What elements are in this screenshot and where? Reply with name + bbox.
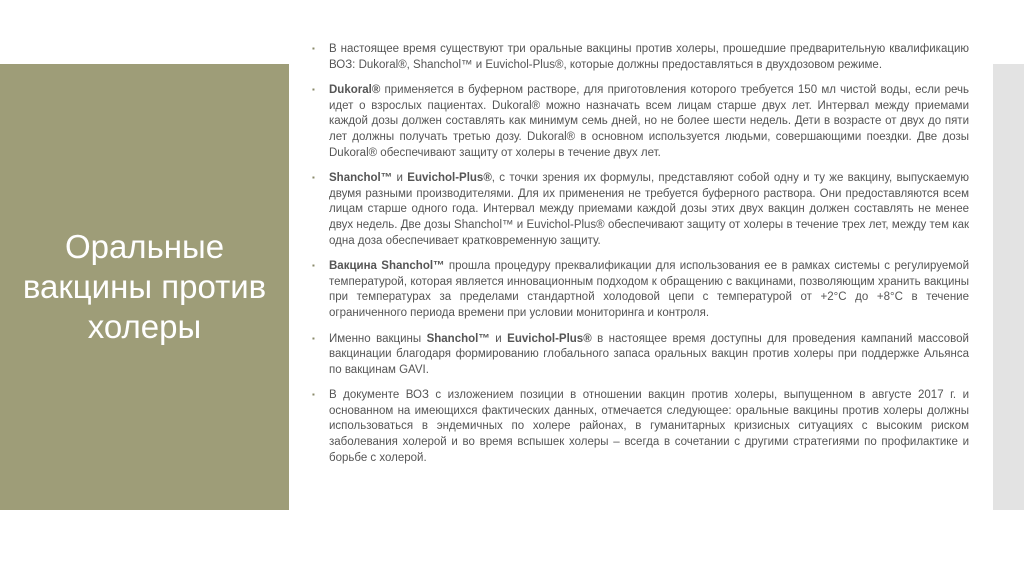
bullet-item <box>312 388 969 466</box>
bullet-text: прошла процедуру преквалификации для использования ее в рамках системы с регулируемой температурой, которая является инновационным подходом к обращению с вакцинами, позволяющим хранить вакцины при температурах за пределами стандартной холодовой цепи с температурой от +2°C до +8°C в течение ограниченного периода времени при условии мониторинга и контроля. <box>329 260 970 319</box>
bullet-text: применяется в буферном растворе, для приготовления которого требуется 150 мл чистой воды, если речь идет о взрослых пациентах. Dukoral® можно назначать всем лицам старше двух лет. Интервал между приемами каждой дозы должен составлять как минимум семь дней, но не более шести недель. Дети в возрасте от двух до пяти лет должны получать третью дозу. Dukoral® в основном используется людьми, совершающими поездки. Две дозы Dukoral® обеспечивают защиту от холеры в течение двух лет. <box>329 84 969 159</box>
bullet-list <box>312 42 969 476</box>
bullet-item <box>312 171 969 249</box>
bullet-text: Именно вакцины <box>329 332 427 345</box>
bullet-bold-text: Shanchol™ <box>426 332 490 345</box>
bullet-text: В документе ВОЗ с изложением позиции в отношении вакцин против холеры, выпущенном в августе 2017 г. и основанном на имеющихся фактических данных, отмечается следующее: оральные вакцины против холеры должны использоваться в эндемичных по холере районах, в гуманитарных кризисных ситуациях с высоким риском заболевания холерой и во время вспышек холеры – всегда в сочетании с другими стратегиями по профилактике и борьбе с холерой. <box>329 389 969 464</box>
bullet-bold-text: Euvichol-Plus® <box>407 172 492 185</box>
bullet-bold-text: Dukoral® <box>329 84 381 97</box>
bullet-bold-text: Shanchol™ <box>329 172 393 185</box>
bullet-item <box>312 42 969 73</box>
bullet-item <box>312 332 969 379</box>
bullet-text: , с точки зрения их формулы, представляют собой одну и ту же вакцину, выпускаемую двумя разными производителями. Для их применения не требуется буферного раствора. Они предоставляются всем лицам старше одного года. Интервал между приемами каждой дозы этих двух вакцин должен составлять не менее двух недель. Две дозы Shanchol™ и Euvichol-Plus® обеспечивают защиту от холеры в течение трех лет, между тем как одна доза обеспечивает кратковременную защиту. <box>329 172 969 247</box>
title-panel <box>0 64 289 510</box>
slide-title: Оральные вакцины против холеры <box>22 228 267 345</box>
bullet-bold-text: Euvichol-Plus® <box>507 332 592 345</box>
bullet-bold-text: Вакцина Shanchol™ <box>329 260 445 273</box>
bullet-item <box>312 259 969 321</box>
bullet-text: и <box>392 172 408 185</box>
bullet-item <box>312 83 969 161</box>
bullet-text: В настоящее время существуют три оральные вакцины против холеры, прошедшие предварительную квалификацию ВОЗ: Dukoral®, Shanchol™ и Euvichol-Plus®, которые должны предоставляться в двухдозовом режиме. <box>329 43 969 71</box>
right-accent-bar <box>993 64 1024 510</box>
bullet-text: в настоящее время доступны для проведения кампаний массовой вакцинации благодаря формированию глобального запаса оральных вакцин против холеры при поддержке Альянса по вакцинам GAVI. <box>329 332 969 376</box>
bullet-text: и <box>489 332 508 345</box>
